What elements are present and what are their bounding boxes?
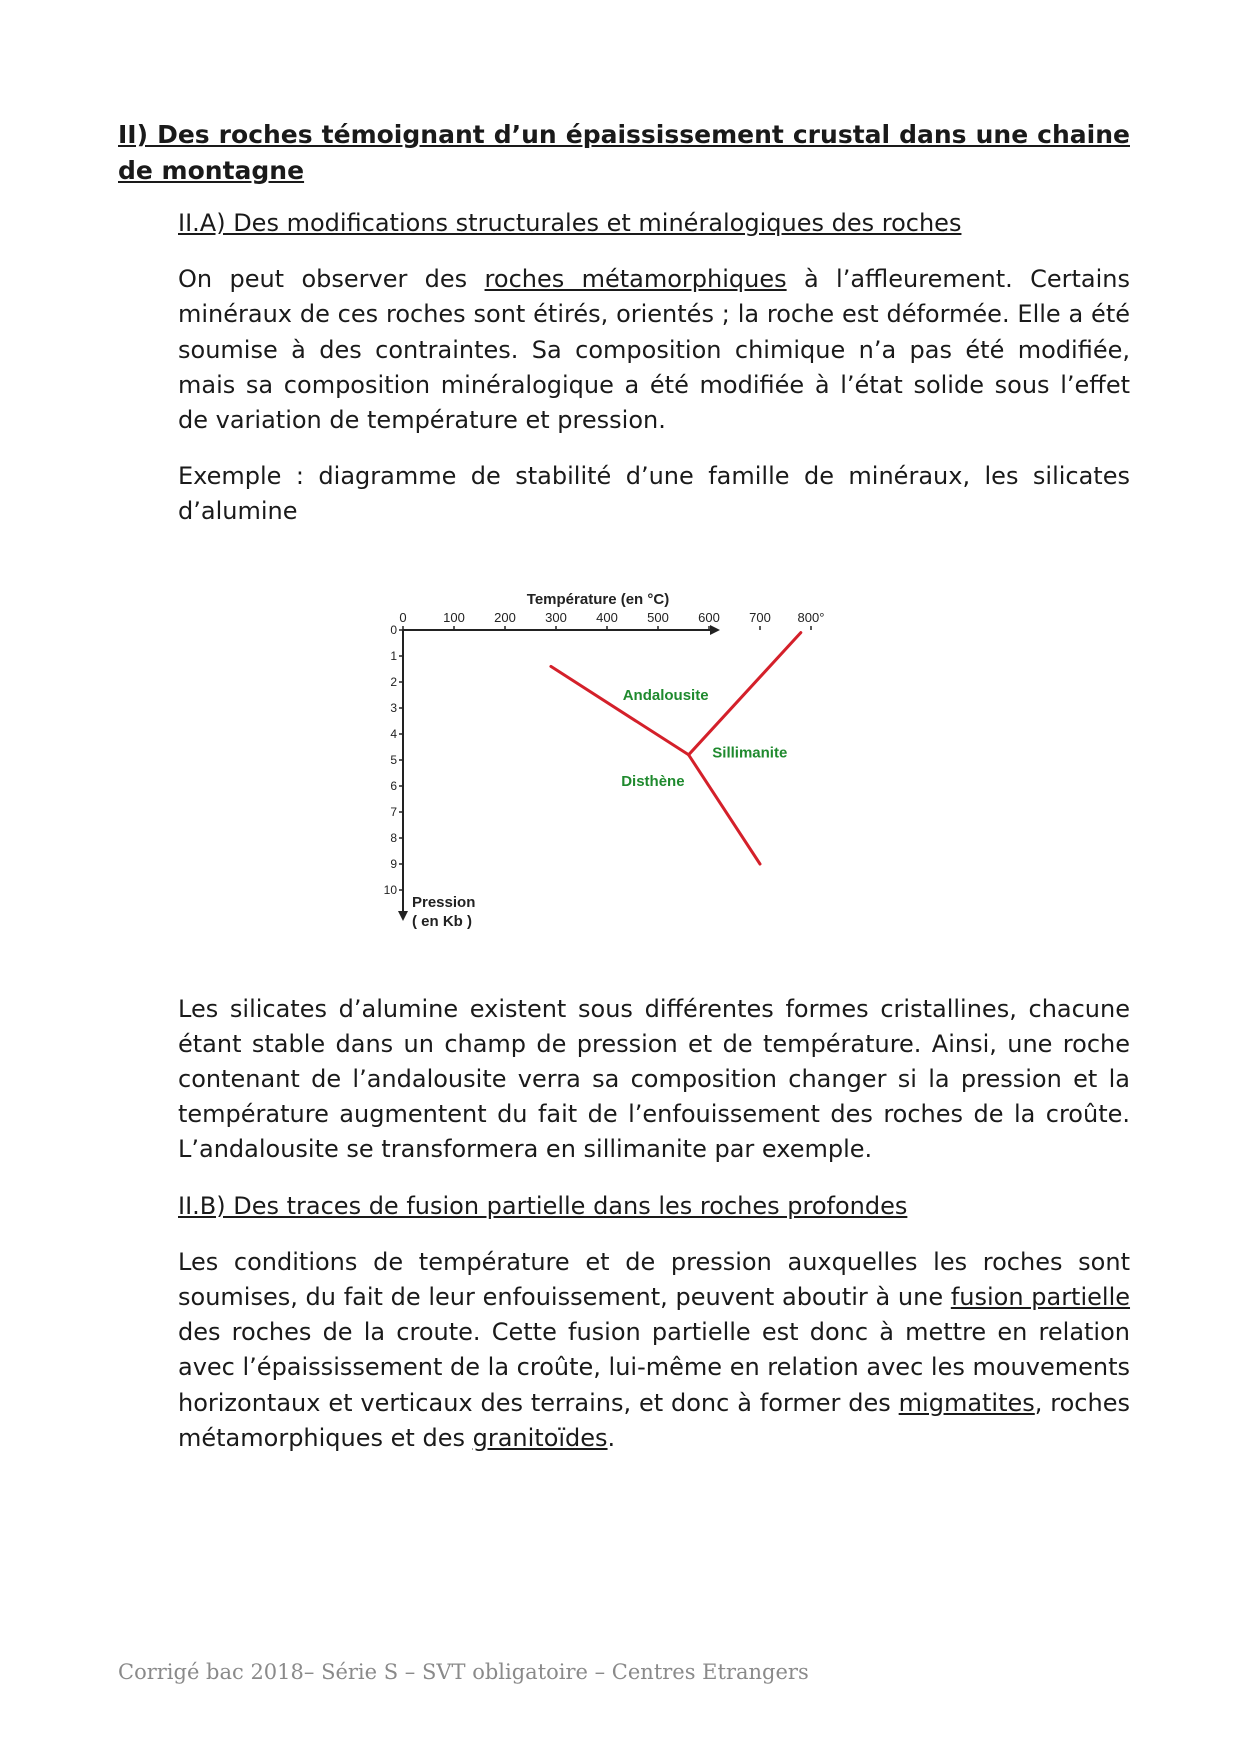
- x-tick-label: 500: [647, 609, 669, 625]
- y-tick-label: 9: [390, 856, 397, 871]
- x-tick-label: 300: [545, 609, 567, 625]
- x-axis-arrow: [710, 625, 720, 635]
- x-tick-label: 700: [749, 609, 771, 625]
- paragraph-example: Exemple : diagramme de stabilité d’une famille de minéraux, les silicates d’alumine: [178, 462, 1130, 526]
- paragraph-text: .: [607, 1423, 616, 1452]
- y-tick-label: 4: [390, 726, 397, 741]
- x-tick-label: 600: [698, 609, 720, 625]
- paragraph-silicates: Les silicates d’alumine existent sous différentes formes cristallines, chacune étant stable dans un champ de pression et de température. Ainsi, une roche contenant de l’andalousite verra sa composition changer si la pression et la température augmentent du fait de l’enfouissement des roches de la croûte. L’andalousite se transformera en sillimanite par exemple.: [178, 994, 1130, 1164]
- term-granitoides: granitoïdes: [472, 1423, 608, 1452]
- term-roches-metamorphiques: roches métamorphiques: [484, 265, 787, 294]
- y-tick-label: 3: [390, 700, 397, 715]
- y-tick-label: 2: [390, 674, 397, 689]
- paragraph-text: Les conditions de température et de pression auxquelles les roches sont soumises, du fait de leur enfouissement, peuvent aboutir à une: [178, 1247, 1130, 1312]
- field-label-sillimanite: Sillimanite: [712, 744, 788, 762]
- y-axis-arrow: [398, 911, 408, 921]
- paragraph-fusion: [178, 1245, 1130, 1456]
- y-tick-label: 6: [390, 778, 397, 793]
- subsection-title-b: II.B) Des traces de fusion partielle dans les roches profondes: [178, 1191, 908, 1220]
- subsection-title-a: II.A) Des modifications structurales et minéralogiques des roches: [178, 209, 962, 237]
- document-content: [178, 206, 1130, 1477]
- stability-diagram: [178, 551, 1130, 971]
- paragraph-text: des roches de la croute. Cette fusion partielle est donc à mettre en relation avec l’épaississement de la croûte, lui-même en relation avec les mouvements horizontaux et verticaux des terrains, et donc à former des: [178, 1318, 1130, 1417]
- x-tick-label: 0: [399, 609, 407, 625]
- section-heading: II) Des roches témoignant d’un épaississement crustal dans une chaine de montagne: [118, 120, 1130, 185]
- term-migmatites: migmatites: [898, 1388, 1035, 1417]
- y-tick-label: 10: [383, 882, 397, 897]
- y-tick-label: 0: [390, 622, 397, 637]
- field-label-disthene: Disthène: [621, 772, 685, 790]
- field-label-andalousite: Andalousite: [622, 686, 709, 704]
- x-axis-title: Température (en °C): [526, 590, 670, 608]
- x-tick-group: [399, 610, 824, 630]
- paragraph-text: à l’affleurement. Certains minéraux de ces roches sont étirés, orientés ; la roche est déformée. Elle a été soumise à des contraintes. Sa composition chimique n’a pas été modifiée, mais sa composition minéralogique a été modifiée à l’état solide sous l’effet de variation de température et pression.: [178, 265, 1130, 435]
- paragraph-text: , roches métamorphiques et des: [178, 1388, 1130, 1452]
- x-tick-label: 200: [494, 609, 516, 625]
- y-axis-unit: ( en Kb ): [412, 912, 472, 930]
- x-tick-label: 100: [443, 609, 465, 625]
- boundary-disthene-sillimanite: [689, 754, 760, 863]
- y-tick-label: 5: [390, 752, 397, 767]
- page-footer: Corrigé bac 2018– Série S – SVT obligatoire – Centres Etrangers: [118, 1660, 809, 1684]
- y-tick-label: 7: [390, 804, 397, 819]
- y-tick-group: [384, 623, 403, 897]
- paragraph-metamorphic: [178, 262, 1130, 438]
- x-tick-label: 800°: [797, 609, 825, 625]
- paragraph-text: On peut observer des: [178, 265, 485, 294]
- y-tick-label: 8: [390, 830, 397, 845]
- x-tick-label: 400: [596, 609, 618, 625]
- boundary-andalousite-disthene: [551, 666, 689, 754]
- y-axis-title: Pression: [412, 893, 476, 911]
- y-tick-label: 1: [390, 648, 397, 663]
- stability-diagram-svg: [368, 551, 928, 971]
- term-fusion-partielle: fusion partielle: [950, 1283, 1131, 1312]
